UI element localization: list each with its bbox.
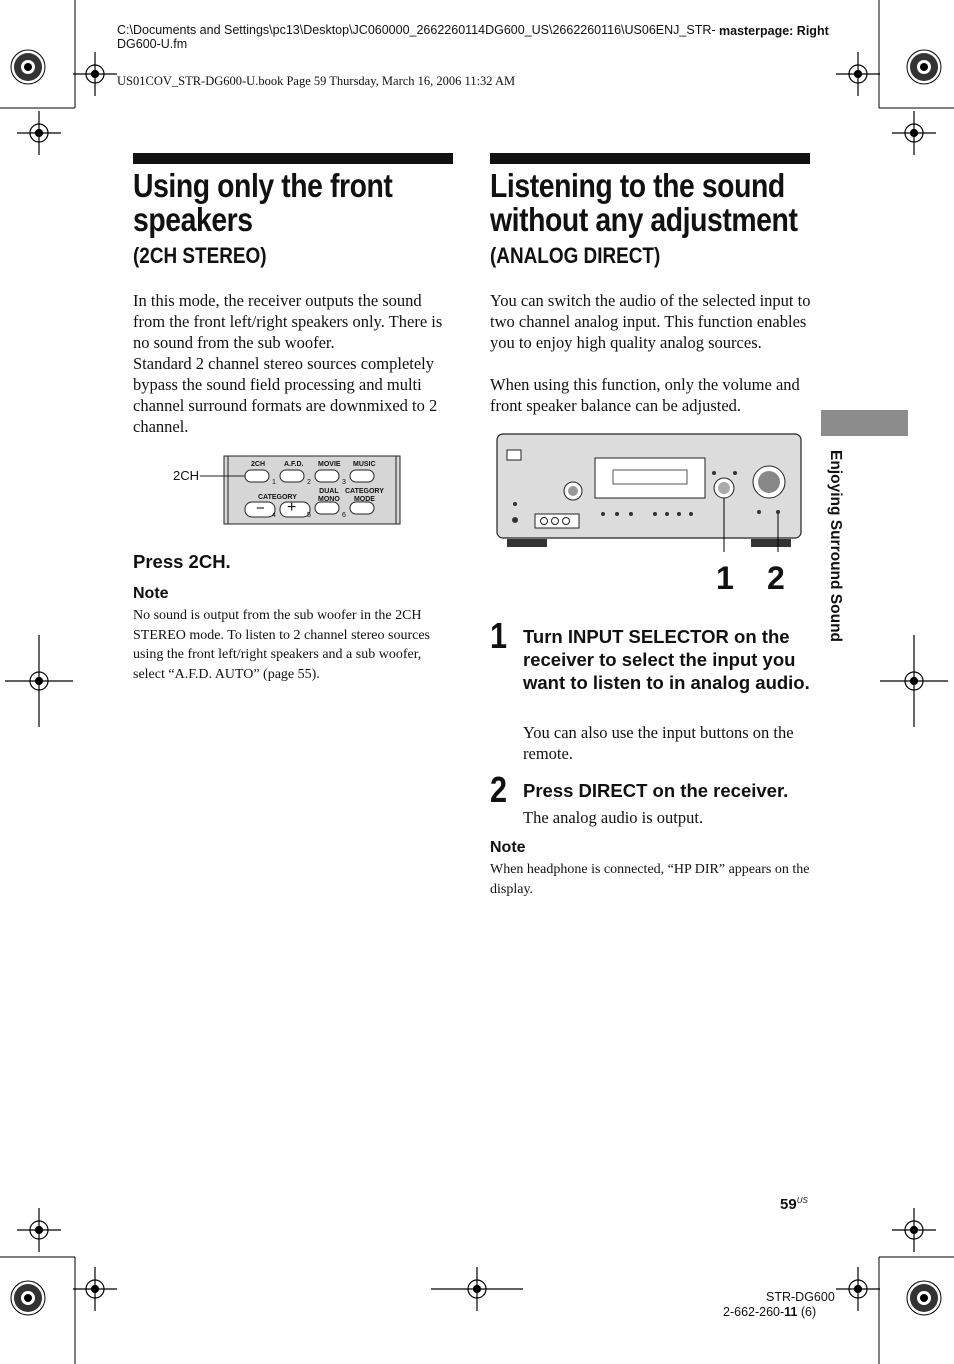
left-title-bar xyxy=(133,153,453,164)
page-number-sup: US xyxy=(796,1196,808,1205)
remote-num-3: 3 xyxy=(342,479,346,486)
remote-num-6: 6 xyxy=(342,512,346,519)
right-note-text: When headphone is connected, “HP DIR” appears on the display. xyxy=(490,862,810,897)
left-note-heading: Note xyxy=(133,585,169,602)
header-masterpage: masterpage: Right xyxy=(719,24,829,38)
page-number xyxy=(780,1196,808,1213)
remote-btn-afd: A.F.D. xyxy=(284,461,304,468)
remote-num-1: 1 xyxy=(272,479,276,486)
step1-title: Turn INPUT SELECTOR on the receiver to select the input you want to listen to in analog audio. xyxy=(523,626,810,693)
footer-code-suffix: (6) xyxy=(797,1305,817,1319)
receiver-illustration xyxy=(495,432,805,552)
left-para2: Standard 2 channel stereo sources completely bypass the sound field processing and multi channel surround formats are downmixed to 2 channel. xyxy=(133,354,438,436)
right-title-line2: without any adjustment xyxy=(490,201,798,238)
remote-num-2: 2 xyxy=(307,479,311,486)
footer-code-prefix: 2-662-260- xyxy=(723,1305,785,1319)
step2-title: Press DIRECT on the receiver. xyxy=(523,780,789,801)
footer-code-bold: 11 xyxy=(784,1305,798,1319)
left-press-instruction: Press 2CH. xyxy=(133,551,231,572)
section-side-text: Enjoying Surround Sound xyxy=(827,450,844,643)
remote-plus: + xyxy=(287,499,297,516)
left-title-line1: Using only the front xyxy=(133,167,393,204)
footer-model: STR-DG600 xyxy=(766,1290,835,1304)
left-title-line2: speakers xyxy=(133,201,253,238)
remote-callout-label: 2CH xyxy=(173,468,200,483)
remote-btn-2ch: 2CH xyxy=(251,461,266,468)
step2-number: 2 xyxy=(490,769,508,810)
footer-code xyxy=(723,1305,816,1319)
remote-dual-mono-label: DUAL MONO xyxy=(318,488,340,503)
step1-body: You can also use the input buttons on the remote. xyxy=(523,723,794,763)
left-note-text: No sound is output from the sub woofer in the 2CH STEREO mode. To listen to 2 channel stereo sources using the front left/right speakers and a sub woofer, select “A.F.D. AUTO” (page 55). xyxy=(133,608,430,682)
remote-minus: − xyxy=(256,500,265,517)
step2-body: The analog audio is output. xyxy=(523,808,704,827)
right-para2: When using this function, only the volume and front speaker balance can be adjusted. xyxy=(490,375,800,415)
page-number-value: 59 xyxy=(780,1196,797,1213)
remote-num-5: 5 xyxy=(307,512,311,519)
header-path: C:\Documents and Settings\pc13\Desktop\JC060000_2662260114DG600_US\2662260116\US06ENJ_STR-DG600-U.fm xyxy=(117,23,716,51)
remote-btn-movie: MOVIE xyxy=(318,461,341,468)
remote-num-4: 4 xyxy=(272,512,276,519)
right-subtitle: (ANALOG DIRECT) xyxy=(490,243,661,268)
section-tab-marker xyxy=(821,410,908,436)
header-book-line: US01COV_STR-DG600-U.book Page 59 Thursday, March 16, 2006 11:32 AM xyxy=(117,74,516,88)
left-subtitle: (2CH STEREO) xyxy=(133,243,267,268)
section-side-label xyxy=(820,450,848,670)
remote-category-label: CATEGORY xyxy=(258,494,297,501)
receiver-callout-2: 2 xyxy=(767,560,785,596)
right-title-bar xyxy=(490,153,810,164)
receiver-callout-1: 1 xyxy=(716,560,734,596)
remote-btn-music: MUSIC xyxy=(353,461,376,468)
remote-category-mode-label: CATEGORY MODE xyxy=(345,488,384,503)
right-note-heading: Note xyxy=(490,839,526,856)
left-para1: In this mode, the receiver outputs the sound from the front left/right speakers only. There is no sound from the sub woofer. xyxy=(133,291,443,352)
right-title-line1: Listening to the sound xyxy=(490,167,785,204)
right-para1: You can switch the audio of the selected input to two channel analog input. This function enables you to enjoy high quality analog sources. xyxy=(490,291,811,352)
step1-number: 1 xyxy=(490,615,508,656)
